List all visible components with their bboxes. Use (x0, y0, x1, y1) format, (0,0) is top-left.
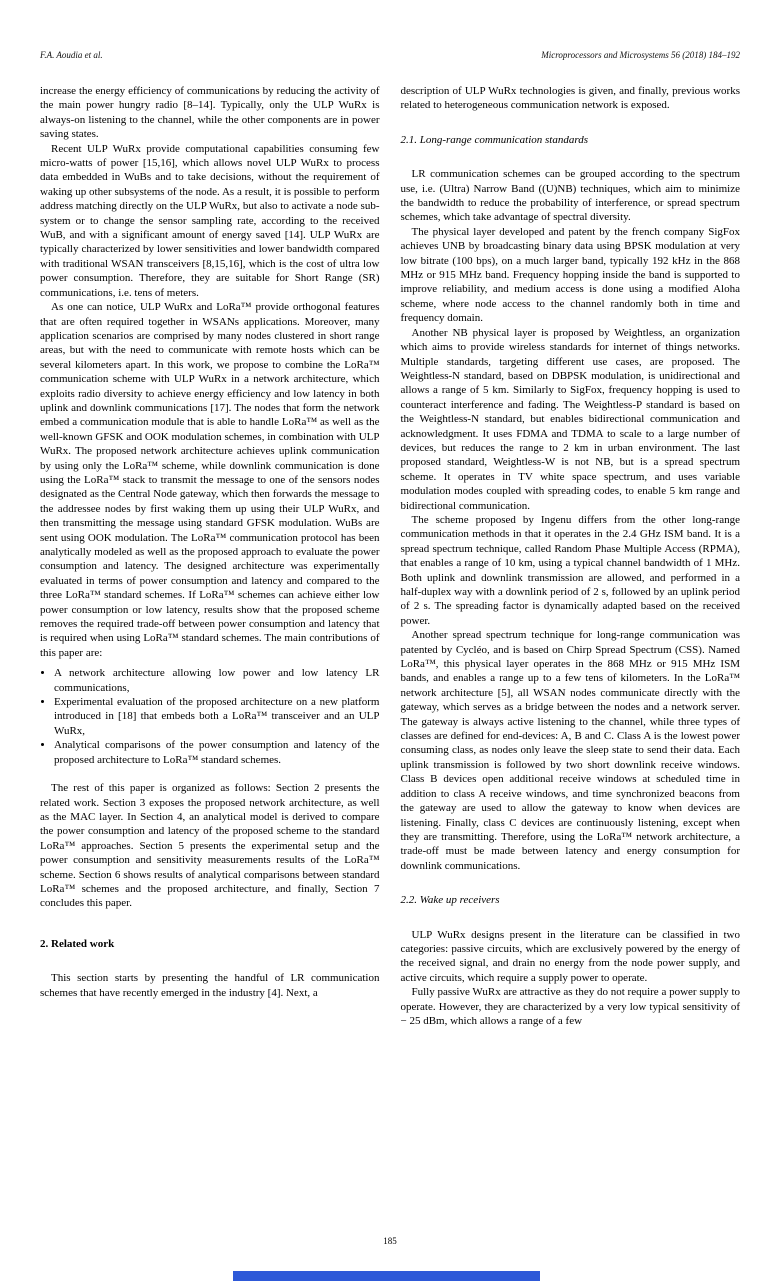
section-heading-related-work: 2. Related work (40, 937, 115, 950)
running-head (40, 50, 740, 60)
list-item: • Analytical comparisons of the power consumption and latency of the proposed architecture to LoRa™ standard schemes. (54, 738, 380, 767)
paragraph: The physical layer developed and patent by the french company SigFox achieves UNB by broadcasting binary data using BPSK modulation at very low bitrate (100 bps), on a much larger band, typically 192 kHz in the 868 MHz or 915 MHz band. Frequency hopping inside the band is supported to improve reliability, and medium access is done using a modified Aloha scheme, where node access to the channel randomly both in time and frequency domain. (400, 225, 740, 325)
paragraph: Another spread spectrum technique for long-range communication was patented by Cycléo, and is based on Chirp Spread Spectrum (CSS). Named LoRa™, this physical layer operates in the 868 MHz or 915 MHz ISM bands, and enables a range up to a few tens of kilometers. In the LoRa™ network architecture [5], all WSAN nodes communicate directly with the gateway, which serves as a bridge between the nodes and a network server. The gateway is always active listening to the channel, while three types of classes are defined for end-devices: A, B and C. Class A is the lowest power consuming class, as nodes only leave the sleep state to send their data. Each uplink transmission is followed by two short downlink receive windows. Class B devices open additional receive windows at scheduled time in addition to class A receive windows, and time synchronized beacons from the gateway are used to allow the gateway to know when devices are listening. Finally, class C devices are continuously listening, except when they are transmitting. Therefore, using the LoRa™ network architecture, a trade-off must be made between latency and energy consumption for downlink communications. (400, 629, 740, 872)
paragraph: As one can notice, ULP WuRx and LoRa™ provide orthogonal features that are often required together in WSANs applications. Moreover, many application scenarios are comprised by many nodes clustered in short range areas, but with the need to communicate with remote hosts which can be several kilometers apart. In this work, we propose to combine the LoRa™ communication scheme with ULP WuRx in a network architecture, which exploits radio diversity to achieve energy efficiency and low latency in both uplink and downlink communications [17]. The nodes that form the network embed a communication module that is able to handle LoRa™ as well as the well-known GFSK and OOK modulation schemes, in combination with ULP WuRx. The proposed network architecture achieves uplink communication by using only the LoRa™ scheme, while downlink communication is done using the LoRa™ stack to transmit the message to one of the sensors nodes designated as the Central Node gateway, which then forwards the message to the addressee nodes by first waking them up using their ULP WuRx, and then transmitting the message using standard GFSK modulation. WuBs are sent using OOK modulation. The LoRa™ communication protocol has been analytically modeled as well as the proposed approach to evaluate the power consumption and latency. The designed architecture was experimentally evaluated in terms of power consumption and latency and compared to the three LoRa™ standard schemes. If LoRa™ schemes can achieve either low power consumption or low latency, results show that the proposed scheme removes the required trade-off between power consumption and latency that is required when using LoRa™ standard schemes. The main contributions of this paper are: (40, 301, 380, 659)
bottom-accent-bar (233, 1271, 540, 1281)
paragraph: description of ULP WuRx technologies is given, and finally, previous works related to heterogeneous communication network is exposed. (400, 85, 740, 112)
paragraph: Fully passive WuRx are attractive as they do not require a power supply to operate. However, they are characterized by a very low typical sensitivity of − 25 dBm, which allows a range of a few (400, 986, 740, 1027)
paragraph: The scheme proposed by Ingenu differs from the other long-range communication methods in that it operates in the 2.4 GHz ISM band. It is a spread spectrum technique, called Random Phase Multiple Access (RPMA), that enables a range of 10 km, using a typical channel bandwidth of 1 MHz. Both uplink and downlink transmission are allowed, and performed in a half-duplex way with a downlink period of 2 s, followed by an uplink period of 2 s. The spreading factor is dynamically adapted based on the received power. (400, 513, 740, 627)
paragraph: The rest of this paper is organized as follows: Section 2 presents the related work. Section 3 exposes the proposed network architecture, as well as the MAC layer. In Section 4, an analytical model is derived to compare the power consumption and latency of the proposed scheme to the standard LoRa™ approaches. Section 5 presents the experimental setup and the power consumption and sensitivity measurements results of the LoRa™ scheme. Section 6 shows results of analytical comparisons between standard LoRa™ schemes and the proposed architecture, and finally, Section 7 concludes this paper. (40, 782, 380, 910)
running-head-journal: Microprocessors and Microsystems 56 (2018) 184–192 (541, 50, 740, 60)
paper-page (0, 50, 780, 1246)
paragraph: Recent ULP WuRx provide computational capabilities consuming few micro-watts of power [15,16], which allows novel ULP WuRx to process data embedded in WuBs and to take decisions, without the requirement of waking up other subsystems of the node. As a result, it is possible to perform address matching directly on the ULP WuRx, but also to activate a node sub-system or to change the sensor sampling rate, according to the received WuB, and with a significant amount of energy saved [14]. ULP WuRx are typically characterized by lower sensitivities and lower bandwidth compared with traditional WSAN transceivers [8,15,16], which is the cost of ultra low power consumption. Therefore, they are suitable for Short Range (SR) communications, i.e. tens of meters. (40, 142, 380, 299)
subsection-heading-wake-up-receivers: 2.2. Wake up receivers (400, 894, 500, 907)
paragraph: This section starts by presenting the handful of LR communication schemes that have recently emerged in the industry [4]. Next, a (40, 972, 380, 999)
paragraph: increase the energy efficiency of communications by reducing the activity of the main power hungry radio [8–14]. Typically, only the ULP WuRx is always-on listening to the channel, while the other components are in power saving states. (40, 85, 380, 141)
page-number: 185 (383, 1236, 397, 1246)
two-column-body (40, 84, 740, 1028)
left-column (40, 84, 380, 1028)
paragraph: LR communication schemes can be grouped according to the spectrum use, i.e. (Ultra) Narrow Band ((U)NB) techniques, which aim to minimize the bandwidth to reduce the probability of interference, or spread spectrum schemes, which take advantage of spectral diversity. (400, 168, 740, 224)
list-item: • Experimental evaluation of the proposed architecture on a new platform introduced in [18] that embeds both a LoRa™ transceiver and an ULP WuRx, (54, 695, 380, 738)
paragraph: ULP WuRx designs present in the literature can be classified in two categories: passive circuits, which are exclusively powered by the energy of the received signal, and drain no energy from the node power supply, and active circuits, which require a supply power to operate. (400, 928, 740, 984)
right-column (401, 84, 741, 1028)
subsection-heading-long-range: 2.1. Long-range communication standards (400, 133, 589, 146)
paragraph: Another NB physical layer is proposed by Weightless, an organization which aims to provide wireless standards for internet of things networks. Multiple standards, targeting different use cases, are proposed. The Weightless-N standard, based on DBPSK modulation, is unidirectional and allows a range of 5 km. Similarly to SigFox, frequency hopping is used to counteract interference and fading. The Weightless-P standard is based on the Weightless-N standard, but enables bidirectional communication and acknowledgment. It uses FDMA and TDMA to scale to a large number of devices, but reduces the range to 2 km in urban environment. The last proposed standard, Weightless-W is not NB, but is a spread spectrum scheme. It operates in TV white space spectrum, and uses variable modulation modes coupled with spreading codes, to enable 5 km range and bidirectional communication. (400, 326, 740, 512)
contributions-list (40, 666, 380, 767)
running-head-authors: F.A. Aoudia et al. (40, 50, 103, 60)
list-item: • A network architecture allowing low power and low latency LR communications, (54, 666, 380, 695)
